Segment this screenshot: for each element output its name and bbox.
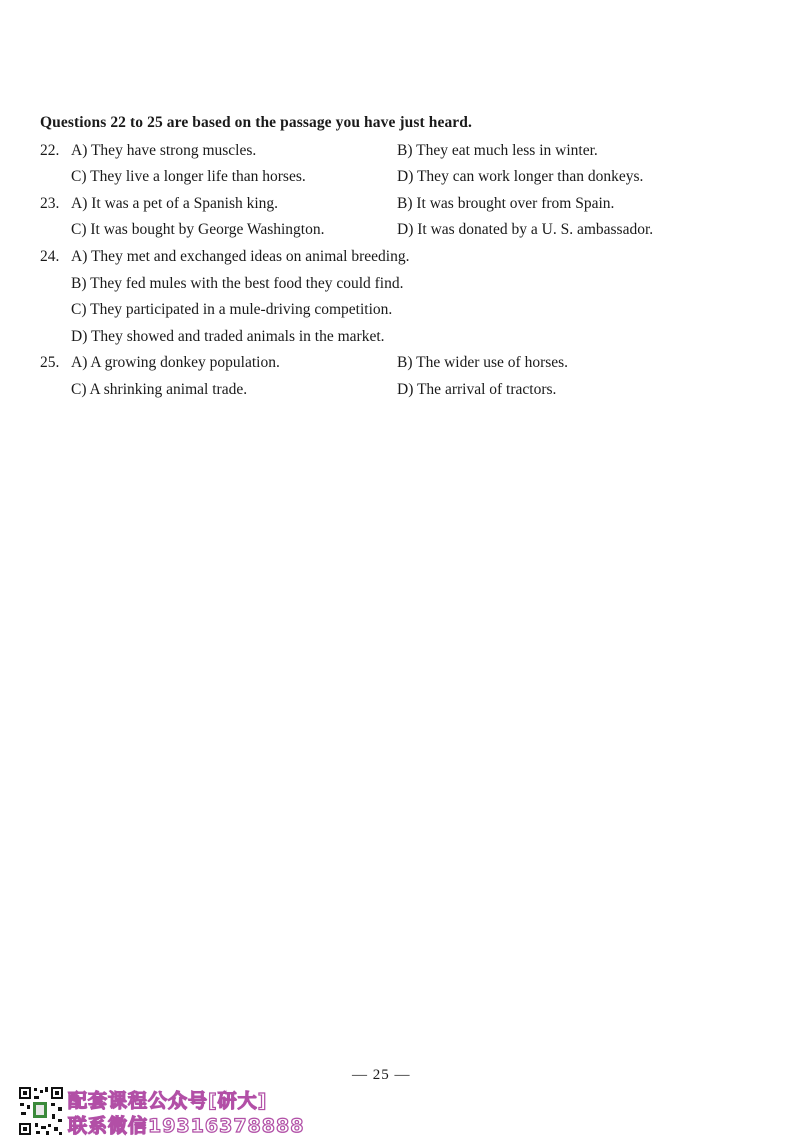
option-24-a xyxy=(71,247,409,267)
option-text: They eat much less in winter. xyxy=(416,142,598,159)
option-text: It was brought over from Spain. xyxy=(416,195,615,212)
watermark-line-1: 配套课程公众号[研大] xyxy=(68,1090,268,1112)
option-25-d xyxy=(397,380,556,400)
option-text: They showed and traded animals in the market. xyxy=(90,328,385,345)
option-letter: B) xyxy=(71,275,87,292)
option-letter: D) xyxy=(397,221,414,238)
option-24-c xyxy=(71,300,392,320)
question-number: 24. xyxy=(40,248,60,265)
question-25-row-2 xyxy=(40,380,740,400)
option-letter: C) xyxy=(71,168,87,185)
question-23-row-1 xyxy=(40,194,740,214)
option-letter: C) xyxy=(71,301,87,318)
option-text: It was donated by a U. S. ambassador. xyxy=(417,221,654,238)
option-letter: C) xyxy=(71,381,87,398)
option-22-c xyxy=(71,167,306,187)
question-number: 22. xyxy=(40,142,60,159)
option-text: It was a pet of a Spanish king. xyxy=(91,195,279,212)
option-letter: B) xyxy=(397,142,413,159)
page-number: — 25 — xyxy=(352,1067,411,1083)
option-text: It was bought by George Washington. xyxy=(90,221,325,238)
question-23-row-2 xyxy=(40,220,740,240)
option-23-a xyxy=(71,194,278,214)
watermark-line-2: 联系微信19316378888 xyxy=(68,1115,305,1137)
option-text: They have strong muscles. xyxy=(90,142,257,159)
section-heading: Questions 22 to 25 are based on the passage you have just heard. xyxy=(40,114,472,131)
question-number: 25. xyxy=(40,354,60,371)
watermark-stamp xyxy=(18,1086,318,1138)
question-number: 23. xyxy=(40,195,60,212)
option-letter: A) xyxy=(71,248,88,265)
option-text: They fed mules with the best food they could find. xyxy=(90,275,404,292)
option-letter: D) xyxy=(397,381,414,398)
option-23-c xyxy=(71,220,324,240)
option-letter: B) xyxy=(397,195,413,212)
option-24-d xyxy=(71,327,385,347)
option-letter: D) xyxy=(71,328,88,345)
option-letter: A) xyxy=(71,195,88,212)
option-22-d xyxy=(397,167,643,187)
option-25-b xyxy=(397,353,568,373)
option-text: They can work longer than donkeys. xyxy=(416,168,644,185)
option-text: They met and exchanged ideas on animal breeding. xyxy=(90,248,410,265)
option-25-c xyxy=(71,380,247,400)
qr-code-icon[interactable] xyxy=(18,1086,64,1136)
option-22-b xyxy=(397,141,598,161)
option-text: A growing donkey population. xyxy=(90,354,280,371)
option-letter: B) xyxy=(397,354,413,371)
question-22-row-2 xyxy=(40,167,740,187)
option-text: A shrinking animal trade. xyxy=(89,381,248,398)
option-23-d xyxy=(397,220,653,240)
option-text: The arrival of tractors. xyxy=(416,381,557,398)
question-24-row-4 xyxy=(40,327,740,347)
question-24-row-3 xyxy=(40,300,740,320)
option-text: They participated in a mule-driving competition. xyxy=(90,301,393,318)
question-22-row-1 xyxy=(40,141,740,161)
option-24-b xyxy=(71,274,404,294)
option-text: The wider use of horses. xyxy=(416,354,569,371)
question-25-row-1 xyxy=(40,353,740,373)
option-letter: A) xyxy=(71,142,88,159)
option-letter: D) xyxy=(397,168,414,185)
question-24-row-2 xyxy=(40,274,740,294)
option-letter: A) xyxy=(71,354,88,371)
option-text: They live a longer life than horses. xyxy=(90,168,306,185)
option-23-b xyxy=(397,194,614,214)
question-24-row-1 xyxy=(40,247,740,267)
option-22-a xyxy=(71,141,256,161)
option-25-a xyxy=(71,353,280,373)
option-letter: C) xyxy=(71,221,87,238)
